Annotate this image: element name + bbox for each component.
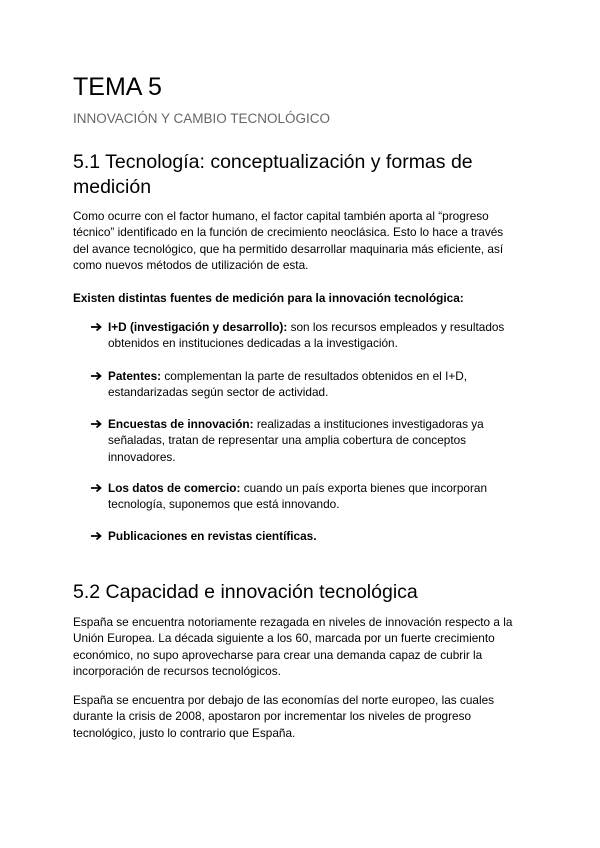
paragraph-line: tecnológico, justo lo contrario que España. [73,725,296,740]
paragraph-line: Unión Europea. La década siguiente a los 60, marcada por un fuerte crecimiento [73,631,495,646]
bullet-term: Los datos de comercio: [108,481,241,495]
bullet-text: innovadores. [108,449,176,464]
bullet-term: Patentes: [108,369,162,383]
paragraph-line: durante la crisis de 2008, apostaron por incrementar los niveles de progreso [73,709,472,724]
section-1-paragraph [73,208,533,273]
bullet-term: Encuestas de innovación: [108,417,254,431]
document-title: TEMA 5 [73,73,162,101]
section-1-heading [73,150,473,200]
bullet-item-comercio [90,480,530,513]
document-subtitle: INNOVACIÓN Y CAMBIO TECNOLÓGICO [73,111,331,126]
bullet-text: cuando un país exporta bienes que incorporan [240,481,488,495]
bullet-text: tecnología, suponemos que está innovando. [108,497,340,512]
arrow-right-icon [90,319,104,335]
bullet-term: I+D (investigación y desarrollo): [108,320,288,334]
bullet-text: obtenidos en instituciones dedicadas a la investigación. [108,336,398,351]
paragraph-line: España se encuentra por debajo de las economías del norte europeo, las cuales [73,693,495,707]
paragraph-line: incorporación de recursos tecnológicos. [73,663,281,678]
section-2-paragraph-2 [73,692,533,741]
bullet-term: Publicaciones en revistas científicas. [108,529,317,543]
paragraph-line: del avance tecnológico, que ha permitido desarrollar maquinaria más eficiente, así [73,241,504,256]
measurement-sources-lead: Existen distintas fuentes de medición para la innovación tecnológica: [73,291,464,305]
paragraph-line: Como ocurre con el factor humano, el factor capital también aporta al “progreso [73,209,489,223]
paragraph-line: técnico” identificado en la función de crecimiento neoclásica. Esto lo hace a través [73,225,504,240]
section-2-heading: 5.2 Capacidad e innovación tecnológica [73,581,418,603]
bullet-text: complementan la parte de resultados obtenidos en el I+D, [161,369,468,383]
bullet-text: estandarizadas según sector de actividad. [108,385,329,400]
section-1-heading-line: medición [73,176,152,198]
bullet-item-publicaciones [90,528,530,544]
section-1-heading-line: 5.1 Tecnología: conceptualización y formas de [73,151,473,173]
bullet-item-id [90,319,530,352]
bullet-item-encuestas [90,416,530,465]
section-2-paragraph-1 [73,614,533,679]
paragraph-line: como nuevos métodos de utilización de esta. [73,257,309,272]
bullet-text: señaladas, tratan de representar una amplia cobertura de conceptos [108,433,467,448]
paragraph-line: España se encuentra notoriamente rezagada en niveles de innovación respecto a la [73,615,513,629]
arrow-right-icon [90,528,104,544]
paragraph-line: económico, no supo aprovecharse para crear una demanda capaz de cubrir la [73,647,483,662]
arrow-right-icon [90,480,104,496]
bullet-item-patentes [90,368,530,401]
arrow-right-icon [90,368,104,384]
arrow-right-icon [90,416,104,432]
bullet-text: son los recursos empleados y resultados [287,320,505,334]
bullet-text: realizadas a instituciones investigadoras ya [253,417,484,431]
